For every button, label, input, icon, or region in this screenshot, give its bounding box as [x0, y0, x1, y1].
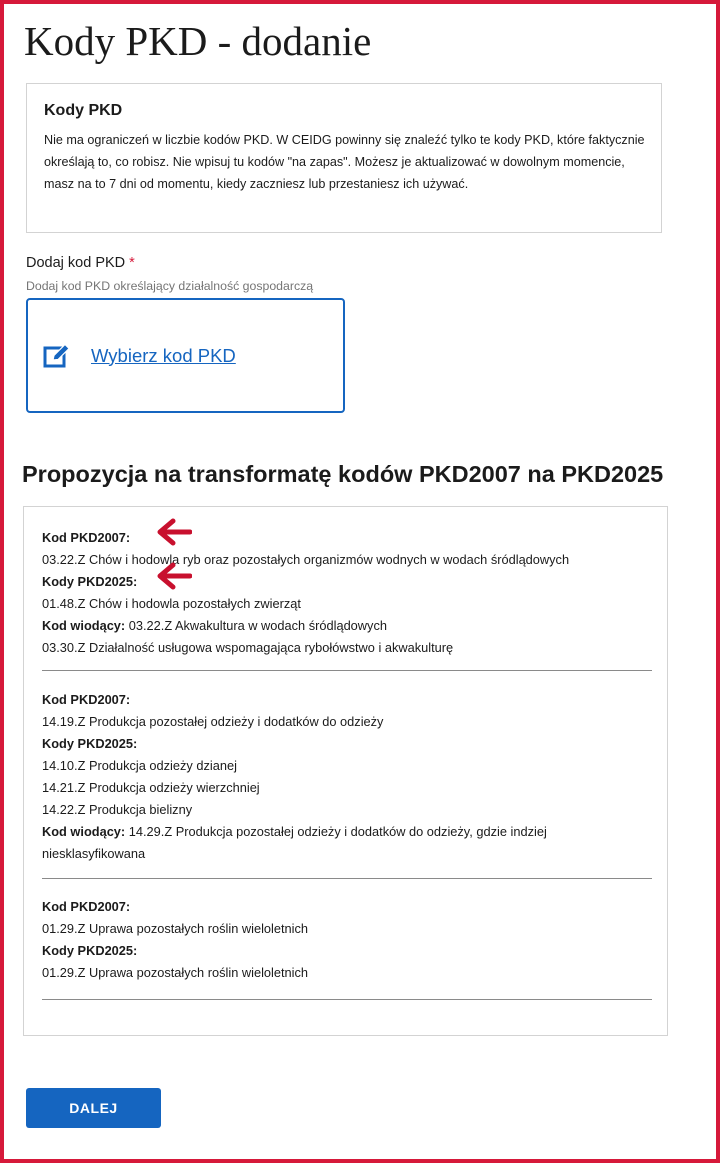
pkd2007-code: 01.29.Z Uprawa pozostałych roślin wieloletnich — [42, 921, 309, 936]
pkd2007-code: 03.22.Z Chów i hodowla ryb oraz pozostałych organizmów wodnych w wodach śródlądowych — [42, 552, 570, 567]
field-label — [26, 253, 135, 273]
pkd2025-label: Kody PKD2025: — [42, 943, 138, 958]
field-label-text: Dodaj kod PKD — [26, 255, 126, 271]
required-mark: * — [129, 255, 135, 271]
pkd2025-label: Kody PKD2025: — [42, 574, 138, 589]
proposal-item — [42, 527, 651, 659]
leading-label: Kod wiodący: — [42, 824, 126, 839]
info-box — [26, 83, 662, 233]
pkd2025-label: Kody PKD2025: — [42, 736, 138, 751]
info-text: Nie ma ograniczeń w liczbie kodów PKD. W CEIDG powinny się znaleźć tylko te kody PKD, które faktycznie określają to, co robisz. Nie wpisuj tu kodów "na zapas". Możesz je aktualizować w dowolnym momencie, masz na to 7 dni od momentu, kiedy zaczniesz lub przestaniesz ich używać. — [44, 133, 645, 191]
next-button[interactable]: DALEJ — [26, 1088, 161, 1128]
select-pkd-box[interactable] — [26, 298, 345, 413]
pkd2007-label: Kod PKD2007: — [42, 530, 131, 545]
proposal-item — [42, 689, 651, 865]
select-pkd-link[interactable]: Wybierz kod PKD — [91, 344, 236, 366]
field-hint: Dodaj kod PKD określający działalność gospodarczą — [26, 279, 314, 293]
pkd2025-code: 14.22.Z Produkcja bielizny — [42, 802, 193, 817]
info-title: Kody PKD — [44, 102, 123, 119]
leading-label: Kod wiodący: — [42, 618, 126, 633]
leading-code: 03.22.Z Akwakultura w wodach śródlądowych — [128, 618, 387, 633]
section-title: Propozycja na transformatę kodów PKD2007 na PKD2025 — [22, 461, 664, 487]
pkd2025-code: 01.29.Z Uprawa pozostałych roślin wieloletnich — [42, 965, 309, 980]
pkd2007-label: Kod PKD2007: — [42, 692, 131, 707]
pkd2025-code: 01.48.Z Chów i hodowla pozostałych zwierząt — [42, 596, 301, 611]
divider — [42, 670, 652, 671]
divider — [42, 999, 652, 1000]
leading-code: 14.29.Z Produkcja pozostałej odzieży i dodatków do odzieży, gdzie indziej niesklasyfikowana — [42, 824, 547, 861]
proposal-item — [42, 896, 651, 984]
pkd2025-code: 14.21.Z Produkcja odzieży wierzchniej — [42, 780, 260, 795]
proposal-list — [23, 506, 668, 1036]
pkd2025-code: 14.10.Z Produkcja odzieży dzianej — [42, 758, 237, 773]
extra-code: 03.30.Z Działalność usługowa wspomagająca rybołówstwo i akwakulturę — [42, 640, 454, 655]
edit-icon — [43, 343, 73, 369]
divider — [42, 878, 652, 879]
pkd2007-code: 14.19.Z Produkcja pozostałej odzieży i dodatków do odzieży — [42, 714, 384, 729]
page-title: Kody PKD - dodanie — [24, 18, 372, 64]
arrow-left-icon — [154, 562, 192, 590]
arrow-left-icon — [154, 518, 192, 546]
pkd2007-label: Kod PKD2007: — [42, 899, 131, 914]
